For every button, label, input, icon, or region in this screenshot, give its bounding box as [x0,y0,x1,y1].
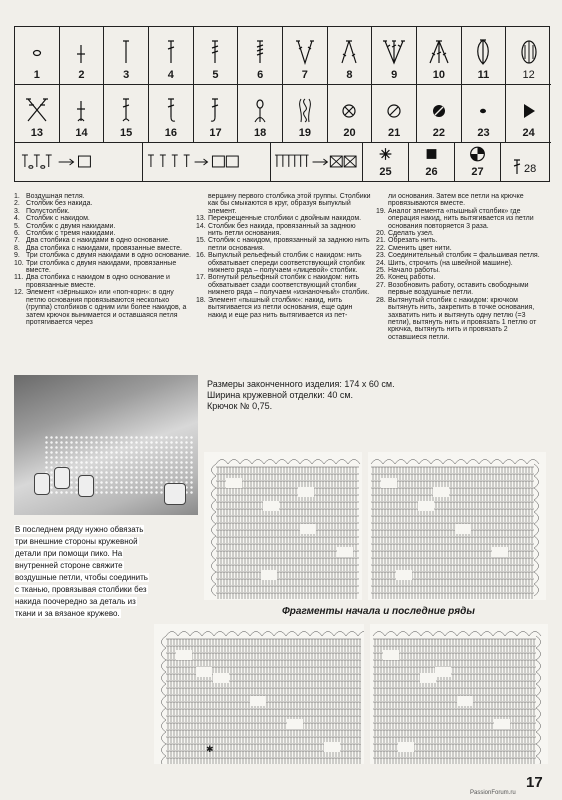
mesh-window [383,650,399,660]
symbol-cell: 27 [455,143,501,181]
mesh-window [337,547,353,557]
symbol-cell: 3 [104,27,149,84]
legend-text: Воздушная петля. [26,193,85,200]
legend-number: 19. [376,207,386,215]
symbol-cell: 22 [417,85,462,142]
legend-text: Столбик с двумя накидами. [26,222,116,230]
legend-text: Вогнутый рельефный столбик с накидом: нить обхватывает сзади соответствующий столбик нижнего ряда – получаем «изнаночный» столбик. [208,274,370,297]
legend-number: 8. [14,244,20,252]
legend-column-1 [14,193,194,326]
crochet-symbol-table [14,26,550,182]
legend-number: 13. [196,215,206,223]
legend-number: 26. [376,274,386,282]
extended-dc-icon [501,156,551,176]
symbol-cell: 12 [506,27,551,84]
mesh-window [433,487,449,497]
puff-stitch-icon [247,95,273,125]
crochet-chart-top-right [368,452,546,600]
mesh-window [396,570,412,580]
legend-number: 11. [14,274,24,282]
double-crochet-icon [158,37,184,67]
symbol-cell: 13 [15,85,60,142]
symbol-cell: 18 [238,85,283,142]
mesh-window [324,742,340,752]
crochet-chart-top-left [204,452,362,600]
mesh-window [455,524,471,534]
legend-text: Столбик без накида. [26,200,93,208]
symbol-cell: 11 [462,27,507,84]
v-stitch-icon [292,37,318,67]
symbol-cell: 26 [409,143,455,181]
knot-icon [336,95,362,125]
legend-text: ли основания. Затем все петли на крючке провязываются вместе. [388,193,524,208]
lace-width: Ширина кружевной отделки: 40 см. [207,390,354,400]
popcorn-icon [516,37,542,67]
symbol-cell: 20 [328,85,373,142]
legend-item [376,208,548,230]
legend-item [196,252,372,274]
legend-text: вершину первого столбика этой группы. Столбики как бы смыкаются в круг, образуя выпуклый элемент. [208,193,371,215]
legend-text: Выпуклый рельефный столбик с накидом: нить обхватывает спереди соответствующий столбик нижнего ряда – получаем «лицевой» столбик. [208,252,365,275]
legend-text: Три столбика с двумя накидами, провязанные вместе. [26,259,177,275]
symbol-cell: 10 [417,27,462,84]
jar-shape [34,473,50,495]
mesh-window [213,673,229,683]
symbol-cell: 24 [506,85,551,142]
front-post-dc-icon [158,95,184,125]
legend-number: 14. [196,222,206,230]
legend-number: 7. [14,237,20,245]
legend-item [376,193,548,208]
jar-shape [54,467,70,489]
mesh-window [494,719,510,729]
legend-number: 18. [196,296,206,304]
legend-number: 15. [196,237,206,245]
symbol-cell: 25 [363,143,409,181]
half-double-crochet-icon [113,37,139,67]
legend-text: Три столбика с двумя накидами в одно основание. [26,252,191,260]
symbol-cell [143,143,271,181]
legend-item [196,297,372,319]
symbol-cell: 1 [15,27,60,84]
symbol-cell: 14 [60,85,105,142]
crochet-chart-svg [370,624,548,764]
symbol-cell: 7 [283,27,328,84]
legend-item [196,237,372,252]
symbol-cell: 23 [462,85,507,142]
jar-shape [164,483,186,505]
symbol-cell: 19 [283,85,328,142]
resume-work-icon [455,144,500,164]
legend-number: 20. [376,230,386,238]
legend-text: Столбик с накидом, провязанный за заднюю нить петли основания. [208,237,370,252]
legend-number: 6. [14,230,20,238]
symbol-cell: 8 [328,27,373,84]
symbol-row-3 [15,143,551,181]
legend-number: 25. [376,267,386,275]
decrease-icon [336,37,362,67]
legend-number: 12. [14,289,24,297]
legend-text: Аналог элемента «пышный столбик» где операция накид, нить вытягивается из петли основания повторяется 3 раза. [388,207,534,230]
legend-item [376,260,548,267]
symbol-cell [271,143,363,181]
legend-text: Начало работы. [388,267,441,275]
crochet-chart-svg [154,624,364,764]
legend-column-2 [196,193,372,319]
hook-size: Крючок № 0,75. [207,401,273,411]
mesh-window [381,478,397,488]
legend-text: Два столбика с накидами в одно основание. [26,237,170,245]
mesh-window [287,719,303,729]
crochet-chart-bottom-left [154,624,364,764]
mesh-window [420,673,436,683]
mesh-window [176,650,192,660]
triple-fan-icon [381,37,407,67]
legend-item [14,260,194,275]
symbol-cell [15,143,143,181]
page-number: 17 [526,774,543,791]
mesh-window [226,478,242,488]
legend-text: Столбик без накида, провязанный за заднюю нить петли основания. [208,222,356,238]
back-loop-dc-icon [113,95,139,125]
legend-text: Полустолбик. [26,207,70,215]
symbol-cell: 9 [372,27,417,84]
start-work-icon [363,144,408,164]
single-crochet-icon [68,37,94,67]
jar-shape [78,475,94,497]
legend-text: Сделать узел. [388,230,434,238]
legend-text: Шить, строчить (на швейной машине). [388,259,513,267]
end-work-icon [409,144,454,164]
legend-item [376,237,548,244]
legend-text: Два столбика с накидами, провязанные вместе. [26,244,182,252]
crochet-chart-svg [368,452,546,600]
legend-number: 5. [14,222,20,230]
legend-item [14,223,194,230]
symbol-row-2 [15,85,551,143]
cut-thread-icon [381,95,407,125]
legend-item [14,215,194,222]
mesh-window [492,547,508,557]
chain-to-filled-square-icon [143,151,270,171]
legend-item [196,215,372,222]
symbol-cell [501,143,551,181]
legend-text: Сменить цвет нити. [388,244,452,252]
legend-text: Столбик с тремя накидами. [26,230,116,238]
back-loop-sc-icon [68,95,94,125]
symbol-row-1 [15,27,551,85]
legend-item [376,297,548,341]
legend-number: 3. [14,207,20,215]
symbol-cell: 16 [149,85,194,142]
legend-text: Перекрещенные столбики с двойным накидом. [208,215,362,223]
chain-stitch-icon [24,37,50,67]
legend-text: Элемент «зёрнышко» или «поп-корн»: в одну петлю основания провязываются несколько (группа) столбиков с одним или более накидов, а затем крючок вынимается и оставшаяся петля протягивается через [26,289,187,326]
treble-crochet-icon [202,37,228,67]
finished-size: Размеры законченного изделия: 174 х 60 см. [207,379,395,389]
legend-item [14,237,194,244]
legend-number: 9. [14,252,20,260]
start-marker-icon: ✱ [206,744,214,754]
mesh-window [250,696,266,706]
legend-number: 23. [376,252,386,260]
triple-treble-icon [247,37,273,67]
mesh-window [196,667,212,677]
legend-item [376,274,548,281]
instructions-text: В последнем ряду нужно обвязать три внешние стороны кружевной детали при помощи пико. На внутренней стороне свяжите воздушные петли, чтобы соединить с тканью, провязывая столбики без накида поочередно за деталь из ткани и за вязаное кружево. [15,525,148,618]
mesh-window [261,570,277,580]
mesh-window [263,501,279,511]
legend-number: 24. [376,259,386,267]
legend-item [14,200,194,207]
symbol-cell: 17 [194,85,239,142]
triple-decrease-icon [426,37,452,67]
cluster-icon [470,37,496,67]
finishing-instructions [14,524,154,620]
symbol-cell: 5 [194,27,239,84]
stitch-to-filled-square-icon [271,151,362,171]
mesh-window [457,696,473,706]
watermark: PassionForum.ru [470,790,516,796]
legend-item [196,223,372,238]
legend-number: 28. [376,296,386,304]
mesh-window [398,742,414,752]
legend-number: 21. [376,237,386,245]
symbol-cell: 15 [104,85,149,142]
crochet-chart-svg [204,452,362,600]
legend-item [14,289,194,326]
symbol-cell: 6 [238,27,283,84]
lace-tablecloth-photo [14,375,198,515]
mesh-window [300,524,316,534]
legend-number: 16. [196,252,206,260]
mesh-window [298,487,314,497]
legend-text: Элемент «пышный столбик»: накид, нить вытягивается из петли основания, еще один накид и еще раз нить вытягивается из пет- [208,296,353,319]
mesh-window [418,501,434,511]
legend-number: 10. [14,259,24,267]
fragments-title: Фрагменты начала и последние ряды [282,606,475,617]
legend-text: Столбик с накидом. [26,215,90,223]
legend-item [196,193,372,215]
legend-number: 22. [376,244,386,252]
crossed-stitch-icon [24,95,50,125]
legend-item [376,282,548,297]
legend-item [14,274,194,289]
legend-number [376,193,388,208]
legend-column-3 [376,193,548,341]
legend-item [376,252,548,259]
chain-to-square-icon [15,151,142,171]
legend-number: 1. [14,193,20,200]
crochet-chart-bottom-right [370,624,548,764]
slip-stitch-icon [470,95,496,125]
legend-number: 2. [14,200,20,208]
sew-icon [516,95,542,125]
legend-number: 4. [14,215,20,223]
legend-text: Конец работы. [388,274,436,282]
legend-number [196,193,208,215]
symbol-cell: 21 [372,85,417,142]
symbol-cell: 4 [149,27,194,84]
legend-number: 17. [196,274,206,282]
size-info [207,379,395,412]
symbol-cell: 2 [60,27,105,84]
change-color-icon [426,95,452,125]
legend-item [14,252,194,259]
legend-text: Вытянутый столбик с накидом: крючком вытянуть нить, закрепить в точке основания, захватить нить и вытянуть одну петлю (=3 петли), вытянуть нить и провязать 1 петлю от крючка, вытянуть нить и провязать 2 оставшиеся петли. [388,296,537,341]
legend-text: Соединительный столбик = фальшивая петля. [388,252,540,260]
mesh-window [435,667,451,677]
legend-number: 27. [376,281,386,289]
legend-text: Обрезать нить. [388,237,438,245]
legend-item [196,274,372,296]
back-post-dc-icon [202,95,228,125]
legend-text: Два столбика с накидом в одно основание и провязанные вместе. [26,274,170,289]
symbol-number: 28 [524,163,537,175]
legend-text: Возобновить работу, оставить свободными первые воздушные петли. [388,281,529,297]
puff-stitch-3-icon [292,95,318,125]
